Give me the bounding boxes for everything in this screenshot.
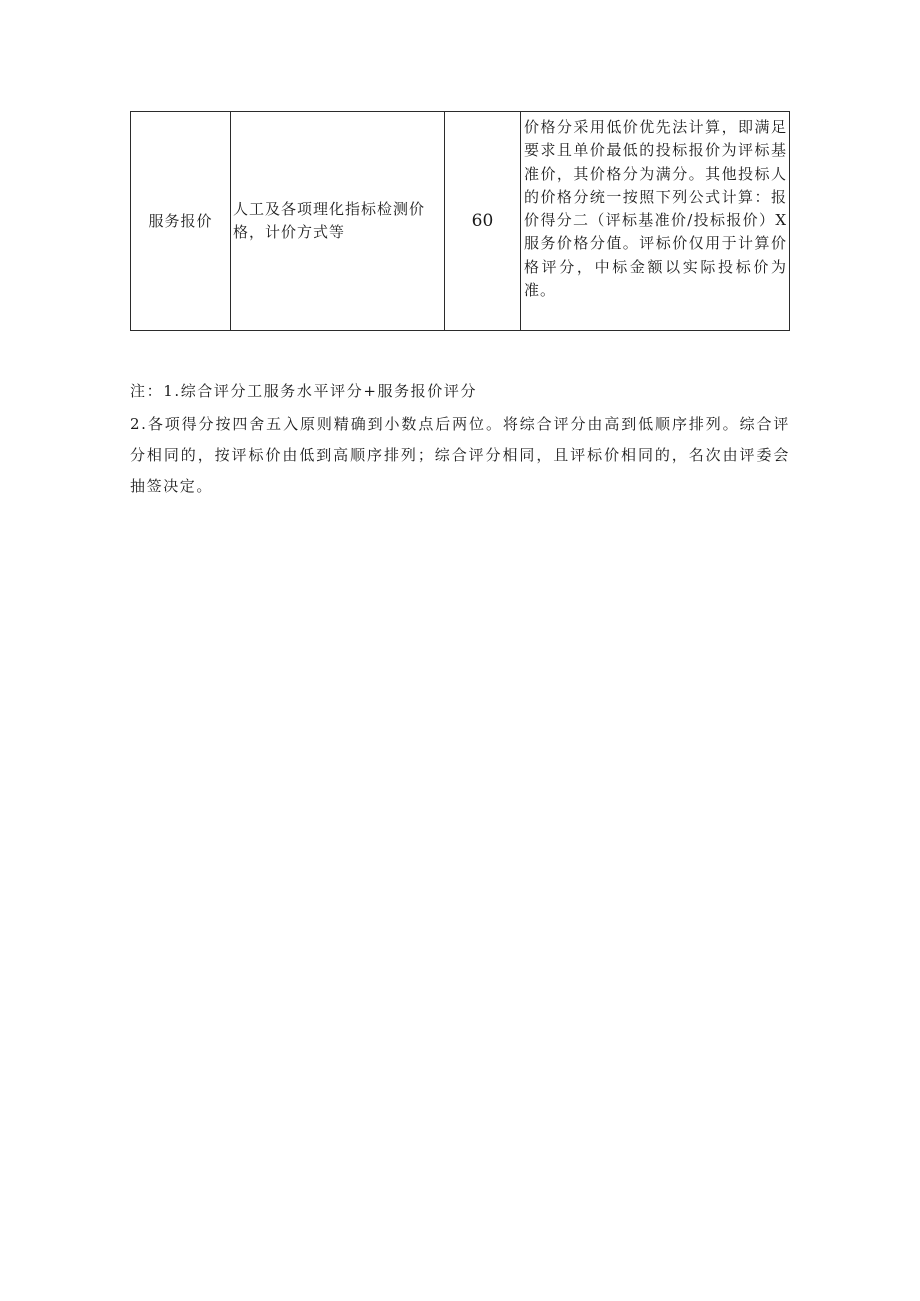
item-cell: 服务报价 <box>131 112 231 331</box>
standard-cell <box>521 112 790 331</box>
table-row <box>131 112 790 331</box>
note-1: 注：1.综合评分工服务水平评分+服务报价评分 <box>130 382 478 400</box>
score-cell: 60 <box>445 112 521 331</box>
content-cell: 人工及各项理化指标检测价格，计价方式等 <box>231 112 445 331</box>
scoring-table <box>130 111 790 331</box>
standard-text: 价格分采用低价优先法计算，即满足要求且单价最低的投标报价为评标基准价，其价格分为满分。其他投标人的价格分统一按照下列公式计算：报价得分二（评标基准价/投标报价）X服务价格分值。评标价仅用于计算价格评分，中标金额以实际投标价为准。 <box>524 118 787 300</box>
note-2: 2.各项得分按四舍五入原则精确到小数点后两位。将综合评分由高到低顺序排列。综合评分相同的，按评标价由低到高顺序排列；综合评分相同，且评标价相同的，名次由评委会抽签决定。 <box>130 415 790 495</box>
notes-section <box>130 377 790 502</box>
